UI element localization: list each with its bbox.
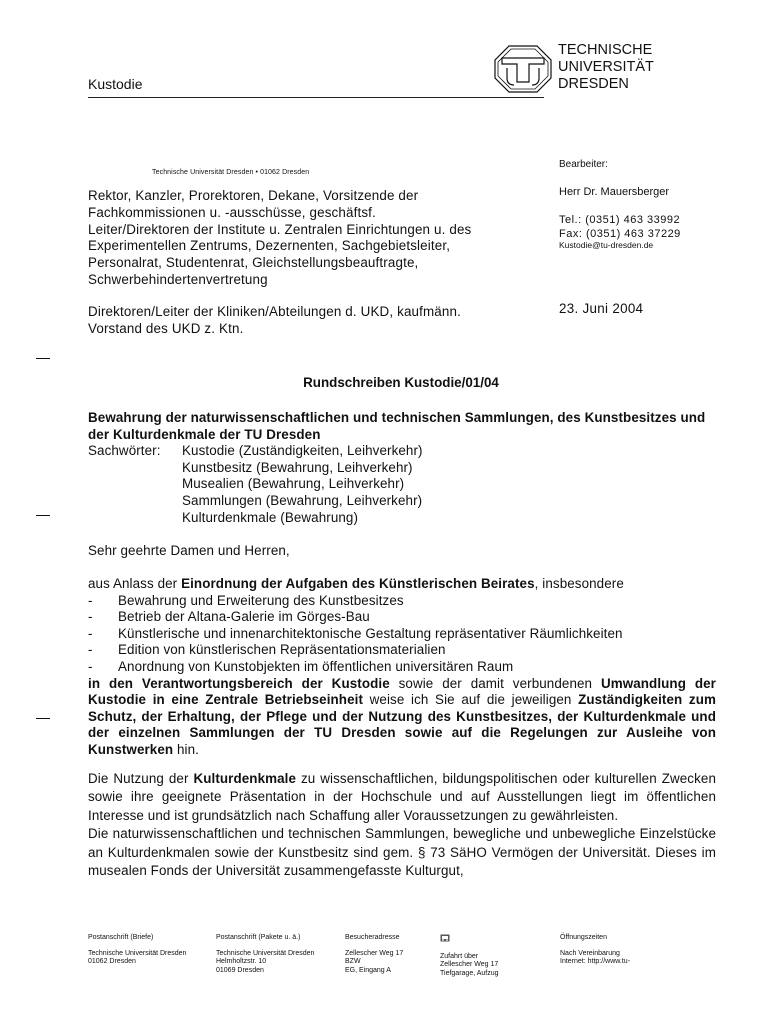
footer-line: EG, Eingang A: [345, 966, 391, 974]
text-run-bold: Zuständigkeiten zum Schutz, der Erhaltung, der Pflege und der Nutzung des Kunstbesitzes, der Kulturdenkmale und der einzelnen Sammlungen der TU Dresden sowie auf die Regelungen zur Ausleihe von Kunstwerken: [88, 692, 716, 757]
keyword-item: Kulturdenkmale (Bewahrung): [182, 509, 359, 525]
university-line: DRESDEN: [558, 76, 629, 92]
phone-number: Tel.: (0351) 463 33992: [559, 214, 681, 226]
footer-heading: Postanschrift (Briefe): [88, 934, 154, 941]
list-item-text: Betrieb der Altana-Galerie im Görges-Bau: [118, 609, 370, 625]
text-run: zu wissenschaftlichen, bildungspolitischen oder kulturellen Zwecken sowie ihre geeignete Präsentation in der Hochschule und auf Ausstellungen liegt im öffentlichen Interesse und ist grundsätzlich nach Schaffung aller Voraussetzungen zu gewährleisten.: [88, 771, 716, 823]
fold-mark: [36, 358, 50, 359]
university-line: UNIVERSITÄT: [558, 59, 654, 75]
circular-heading: Rundschreiben Kustodie/01/04: [303, 375, 499, 390]
list-item-text: Anordnung von Kunstobjekten im öffentlichen universitären Raum: [118, 658, 514, 674]
paragraph-main: [88, 676, 716, 759]
keywords-label: Sachwörter:: [88, 443, 161, 459]
list-item-text: Bewahrung und Erweiterung des Kunstbesitzes: [118, 592, 404, 608]
fax-number: Fax: (0351) 463 37229: [559, 228, 681, 240]
list-item: [88, 659, 716, 676]
keyword-item: Kunstbesitz (Bewahrung, Leihverkehr): [182, 459, 413, 475]
paragraph-sammlungen: Die naturwissenschaftlichen und technischen Sammlungen, bewegliche und unbewegliche Einzelstücke an Kulturdenkmalen sowie der Kunstbesitz sind gem. § 73 SäHO Vermögen der Universität. Dieses im musealen Fonds der Universität zusammengefasste Kulturgut,: [88, 826, 716, 879]
list-item: [88, 626, 716, 643]
footer-column: [345, 934, 403, 975]
footer-line: Helmholtzstr. 10: [216, 958, 267, 966]
footer-line: Technische Universität Dresden: [216, 950, 315, 958]
footer-heading: Öffnungszeiten: [560, 934, 607, 941]
footer-line: Technische Universität Dresden: [88, 950, 187, 958]
footer-column: [216, 934, 314, 975]
footer-column: [88, 934, 186, 967]
text-run: Die Nutzung der: [88, 771, 194, 786]
keyword-item: Sammlungen (Bewahrung, Leihverkehr): [182, 492, 423, 508]
keyword-item: Musealien (Bewahrung, Leihverkehr): [182, 476, 405, 492]
paragraph-1: [88, 576, 716, 759]
subject-block: [88, 410, 716, 526]
footer-line: Zellescher Weg 17: [345, 950, 404, 958]
fold-mark: [36, 515, 50, 516]
keyword-list: [182, 443, 716, 526]
list-item: [88, 642, 716, 659]
salutation: Sehr geehrte Damen und Herren,: [88, 543, 290, 558]
list-item-text: Künstlerische und innenarchitektonische Gestaltung repräsentativer Räumlichkeiten: [118, 625, 623, 641]
sender-label: Bearbeiter:: [559, 159, 608, 170]
footer-heading: [440, 934, 499, 945]
footer-line: Zufahrt über: [440, 953, 479, 961]
footer-line: Zellescher Weg 17: [440, 961, 499, 969]
list-item: [88, 593, 716, 610]
paragraph-2: [88, 770, 716, 880]
list-dash: -: [88, 625, 93, 641]
university-line: TECHNISCHE: [558, 42, 653, 58]
list-item: [88, 609, 716, 626]
list-item-text: Edition von künstlerischen Repräsentationsmaterialien: [118, 642, 446, 658]
keyword-item: Kustodie (Zuständigkeiten, Leihverkehr): [182, 443, 423, 459]
text-run-bold: Einordnung der Aufgaben des Künstlerischen Beirates: [181, 576, 535, 591]
sender-name: Herr Dr. Mauersberger: [559, 186, 670, 198]
list-dash: -: [88, 592, 93, 608]
paragraph-intro: [88, 576, 716, 593]
keywords: [88, 443, 716, 526]
footer-heading: Postanschrift (Pakete u. ä.): [216, 934, 301, 941]
list-dash: -: [88, 658, 93, 674]
letter-date: 23. Juni 2004: [559, 301, 644, 316]
footer-line[interactable]: Internet: http://www.tu-: [560, 958, 631, 966]
paragraph-kulturdenkmale: [88, 770, 716, 825]
footer-line: 01069 Dresden: [216, 966, 264, 974]
department-title: Kustodie: [88, 76, 143, 92]
tu-dresden-logo-icon: [493, 44, 553, 94]
punch-mark: [36, 718, 50, 719]
recipient-block: Rektor, Kanzler, Prorektoren, Dekane, Vorsitzende der Fachkommissionen u. -ausschüsse, geschäftsf. Leiter/Direktoren der Institute u. Zentralen Einrichtungen u. des Experimentellen Zentrums, Dezernenten, Sachgebietsleiter, Personalrat, Studentenrat, Gleichstellungsbeauftragte, Schwerbehindertenvertretung: [88, 188, 472, 287]
text-run: hin.: [173, 741, 199, 757]
footer-line: Tiefgarage, Aufzug: [440, 969, 499, 977]
subject-title: Bewahrung der naturwissenschaftlichen und technischen Sammlungen, des Kunstbesitzes und der Kulturdenkmale der TU Dresden: [88, 410, 706, 442]
footer-column: [560, 934, 630, 967]
recipient-block-ukd: Direktoren/Leiter der Kliniken/Abteilungen d. UKD, kaufmänn. Vorstand des UKD z. Ktn.: [88, 304, 461, 336]
text-run-bold: Umwandlung der Kustodie in eine Zentrale Betriebseinheit: [88, 675, 716, 708]
list-dash: -: [88, 642, 93, 658]
footer-line: BZW: [345, 958, 361, 966]
footer-line: Nach Vereinbarung: [560, 950, 620, 958]
text-run: sowie der damit verbundenen: [389, 675, 601, 691]
university-name: [558, 42, 654, 93]
car-icon: [440, 934, 450, 942]
footer-heading: Besucheradresse: [345, 934, 400, 941]
list-dash: -: [88, 609, 93, 625]
text-run: aus Anlass der: [88, 576, 182, 591]
header-divider: [88, 97, 544, 98]
footer-column: [440, 934, 499, 978]
return-address: Technische Universität Dresden • 01062 Dresden: [152, 169, 310, 176]
sender-email[interactable]: Kustodie@tu-dresden.de: [559, 240, 654, 250]
footer-line: 01062 Dresden: [88, 958, 136, 966]
text-run-bold: Kulturdenkmale: [193, 771, 297, 786]
text-run: weise ich Sie auf die jeweiligen: [363, 692, 579, 708]
text-run-bold: in den Verantwortungsbereich der Kustodie: [88, 675, 390, 691]
sender-phone: [559, 213, 681, 241]
text-run: , insbesondere: [534, 576, 624, 591]
